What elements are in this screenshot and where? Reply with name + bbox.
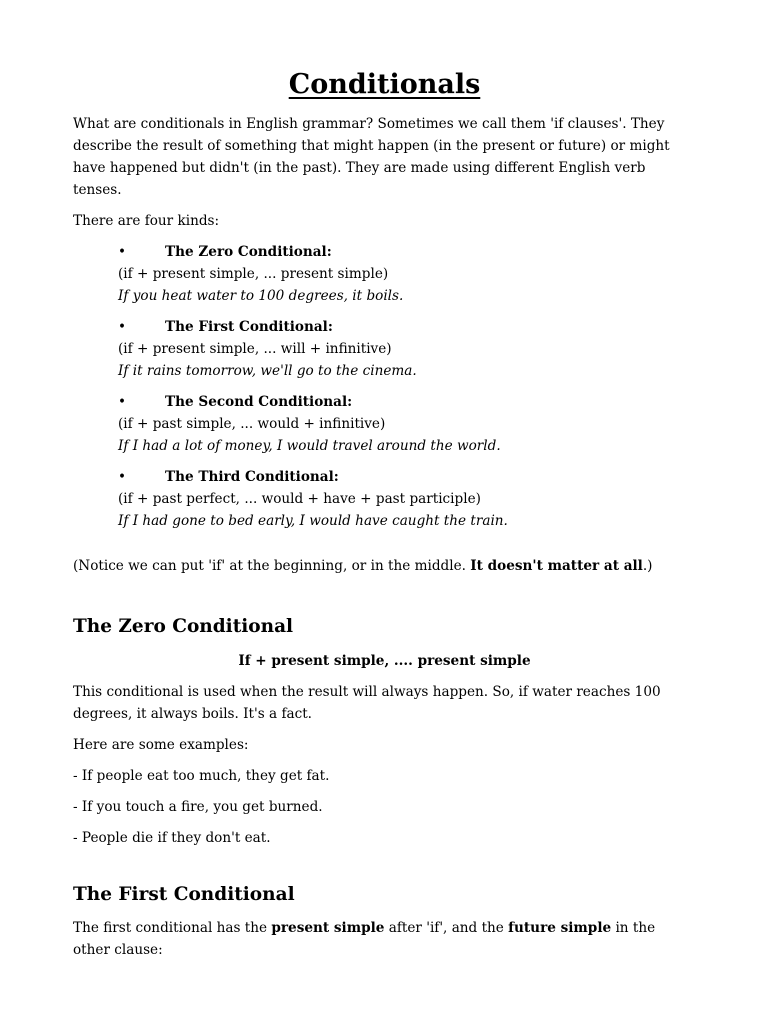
examples-intro: Here are some examples: [73,737,249,753]
first-bold-present-simple: present simple [271,920,385,936]
zero-conditional-heading: The Zero Conditional [73,616,294,637]
bullet-icon: • [118,394,127,410]
example-item: - If you touch a fire, you get burned. [73,799,323,815]
kind-name-second: The Second Conditional: [165,394,353,410]
notice-paragraph [73,555,696,577]
kind-example-first: If it rains tomorrow, we'll go to the cinema. [118,363,417,379]
kind-example-second: If I had a lot of money, I would travel around the world. [118,438,501,454]
list-item [118,241,696,307]
bullet-icon: • [118,469,127,485]
kind-name-third: The Third Conditional: [165,469,339,485]
kinds-intro: There are four kinds: [73,213,220,229]
first-conditional-description [73,917,696,961]
page-title: Conditionals [288,69,481,100]
kind-name-first: The First Conditional: [165,319,333,335]
list-item [118,391,696,457]
intro-paragraph: What are conditionals in English grammar? Sometimes we call them 'if clauses'. They describe the result of something that might happen (in the present or future) or might have happened but didn't (in the past). They are made using different English verb tenses. [73,116,670,198]
notice-text-after: .) [642,558,653,574]
list-item [118,316,696,382]
kind-structure-zero: (if + present simple, ... present simple) [118,266,389,282]
first-text-2: after 'if', and the [384,920,509,936]
kind-name-zero: The Zero Conditional: [165,244,332,260]
zero-conditional-description: This conditional is used when the result will always happen. So, if water reaches 100 degrees, it always boils. It's a fact. [73,684,661,722]
zero-conditional-formula: If + present simple, .... present simple [238,653,531,669]
first-text-3: in the other clause: [73,920,656,958]
bullet-icon: • [118,244,127,260]
kind-example-third: If I had gone to bed early, I would have caught the train. [118,513,508,529]
kind-example-zero: If you heat water to 100 degrees, it boils. [118,288,404,304]
notice-text-before: (Notice we can put 'if' at the beginning, or in the middle. [73,558,471,574]
bullet-icon: • [118,319,127,335]
first-conditional-heading: The First Conditional [73,884,295,905]
example-item: - If people eat too much, they get fat. [73,768,330,784]
notice-emphasis: It doesn't matter at all [470,558,643,574]
first-text-1: The first conditional has the [73,920,272,936]
kind-structure-first: (if + present simple, ... will + infinitive) [118,341,392,357]
kind-structure-second: (if + past simple, ... would + infinitive) [118,416,386,432]
conditional-kinds-list [73,241,696,532]
list-item [118,466,696,532]
first-bold-future-simple: future simple [508,920,612,936]
example-item: - People die if they don't eat. [73,830,271,846]
kind-structure-third: (if + past perfect, ... would + have + past participle) [118,491,481,507]
